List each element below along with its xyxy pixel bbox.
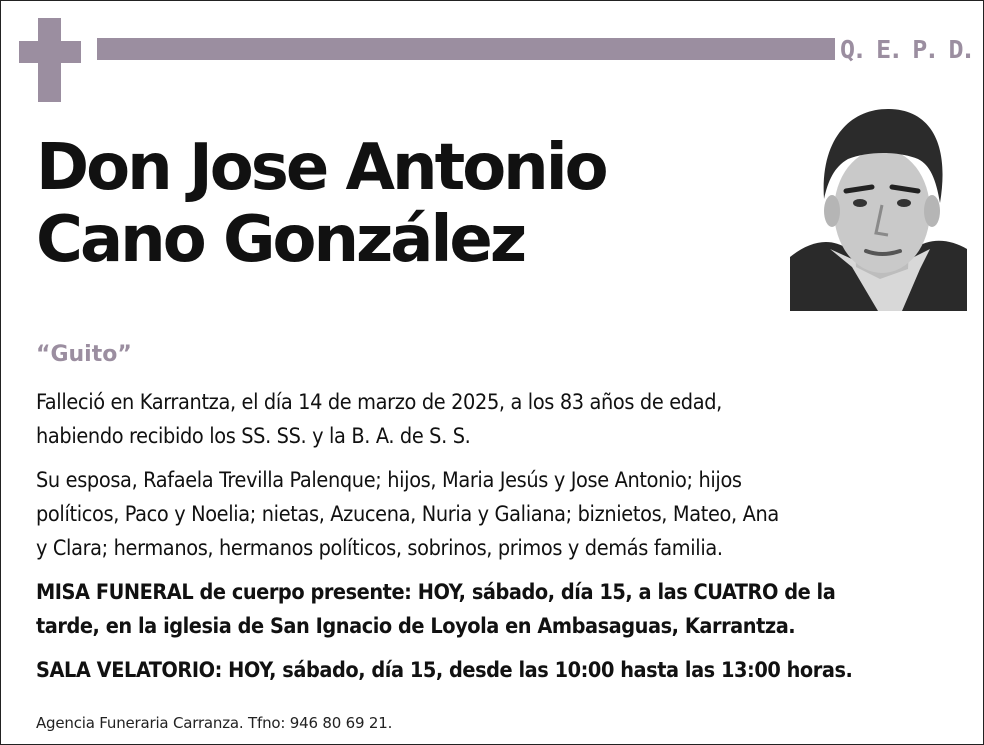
text-line: SALA VELATORIO: HOY, sábado, día 15, desde las 10:00 hasta las 13:00 horas.: [36, 658, 853, 683]
funeral-mass-paragraph: [36, 576, 956, 644]
text-line: Su esposa, Rafaela Trevilla Palenque; hijos, Maria Jesús y Jose Antonio; hijos: [36, 468, 742, 493]
text-line: tarde, en la iglesia de San Ignacio de Loyola en Ambasaguas, Karrantza.: [36, 614, 796, 639]
name-line-1: Don Jose Antonio: [36, 131, 606, 205]
death-notice-paragraph: [36, 386, 956, 454]
header-rule: [97, 38, 835, 60]
text-line: MISA FUNERAL de cuerpo presente: HOY, sábado, día 15, a las CUATRO de la: [36, 580, 836, 605]
deceased-name: [36, 132, 756, 276]
qepd-label: Q. E. P. D.: [840, 35, 973, 64]
funeral-agency-footer: Agencia Funeraria Carranza. Tfno: 946 80 69 21.: [36, 714, 393, 732]
name-line-2: Cano González: [36, 203, 525, 277]
portrait-photo: [790, 99, 967, 311]
text-line: habiendo recibido los SS. SS. y la B. A. de S. S.: [36, 424, 471, 449]
latin-cross-icon: [19, 18, 81, 102]
family-paragraph: [36, 464, 956, 566]
text-line: y Clara; hermanos, hermanos políticos, sobrinos, primos y demás familia.: [36, 536, 723, 561]
text-line: Falleció en Karrantza, el día 14 de marzo de 2025, a los 83 años de edad,: [36, 390, 722, 415]
wake-room-paragraph: [36, 654, 956, 688]
nickname: “Guito”: [36, 342, 132, 367]
text-line: políticos, Paco y Noelia; nietas, Azucena, Nuria y Galiana; biznietos, Mateo, Ana: [36, 502, 779, 527]
